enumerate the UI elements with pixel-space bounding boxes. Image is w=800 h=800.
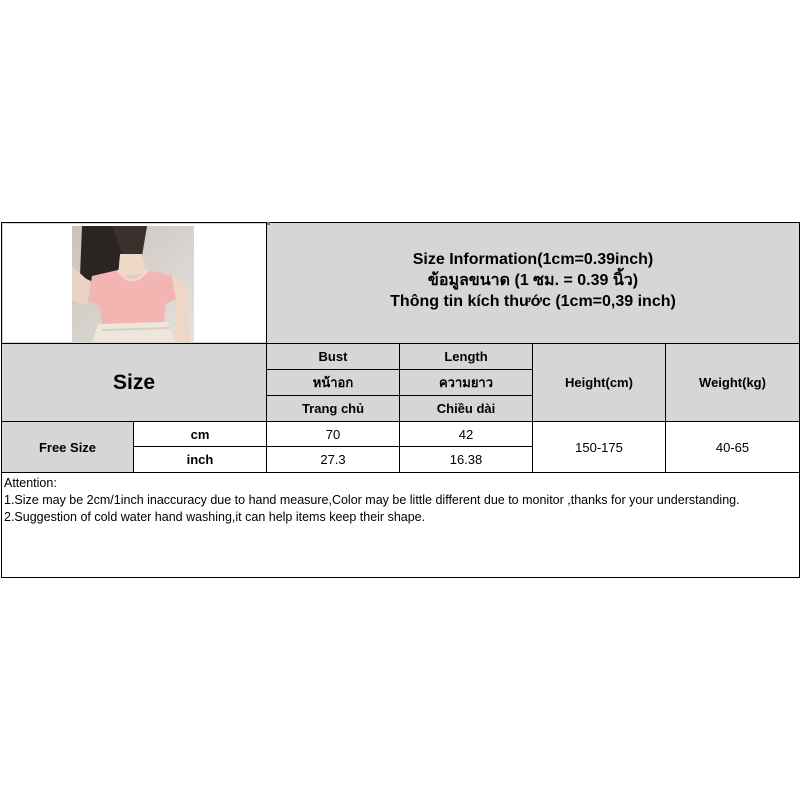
length-header-th: ความยาว — [438, 375, 494, 390]
title-line-en: Size Information(1cm=0.39inch) — [412, 251, 654, 268]
border-bottom — [1, 577, 800, 578]
border-left — [1, 222, 2, 578]
border-col-e — [665, 343, 666, 473]
length-inch-value: 16.38 — [449, 452, 483, 467]
bust-cm-value: 70 — [325, 426, 341, 442]
weight-header: Weight(kg) — [699, 375, 766, 390]
border-table-bottom — [1, 472, 800, 473]
length-header-en: Length — [444, 349, 488, 364]
border-col-a — [133, 421, 134, 473]
product-image — [72, 226, 194, 342]
border-image-divider — [266, 222, 267, 344]
note-line-2: 2.Suggestion of cold water hand washing,it can help items keep their shape. — [4, 510, 426, 524]
size-info-title — [267, 249, 799, 315]
title-line-vi: Thông tin kích thước (1cm=0,39 inch) — [390, 293, 676, 310]
corner-marker — [267, 222, 270, 225]
note-line-1: 1.Size may be 2cm/1inch inaccuracy due to hand measure,Color may be little different due to monitor ,thanks for your understanding. — [4, 493, 740, 507]
height-header: Height(cm) — [565, 375, 633, 390]
attention-heading: Attention: — [4, 476, 57, 490]
product-photo-svg — [72, 226, 194, 342]
border-col-b — [266, 343, 267, 473]
border-unit-divider — [133, 446, 533, 447]
weight-value: 40-65 — [715, 439, 750, 455]
size-header: Size — [112, 370, 156, 394]
border-top — [1, 222, 800, 223]
unit-inch: inch — [186, 452, 214, 467]
free-size-label: Free Size — [38, 439, 97, 455]
height-value: 150-175 — [575, 439, 623, 455]
title-line-th: ข้อมูลขนาด (1 ซม. = 0.39 นิ้ว) — [427, 272, 639, 289]
border-col-c — [399, 343, 400, 473]
bust-header-th: หน้าอก — [312, 375, 354, 390]
unit-cm: cm — [190, 426, 210, 442]
border-header-bottom — [1, 343, 800, 344]
bust-header-en: Bust — [318, 349, 348, 364]
bust-header-vi: Trang chủ — [301, 401, 365, 416]
border-header-row-bottom — [1, 421, 800, 422]
length-header-vi: Chiều dài — [436, 401, 496, 416]
length-cm-value: 42 — [458, 426, 474, 442]
bust-inch-value: 27.3 — [320, 452, 346, 467]
border-col-d — [532, 343, 533, 473]
